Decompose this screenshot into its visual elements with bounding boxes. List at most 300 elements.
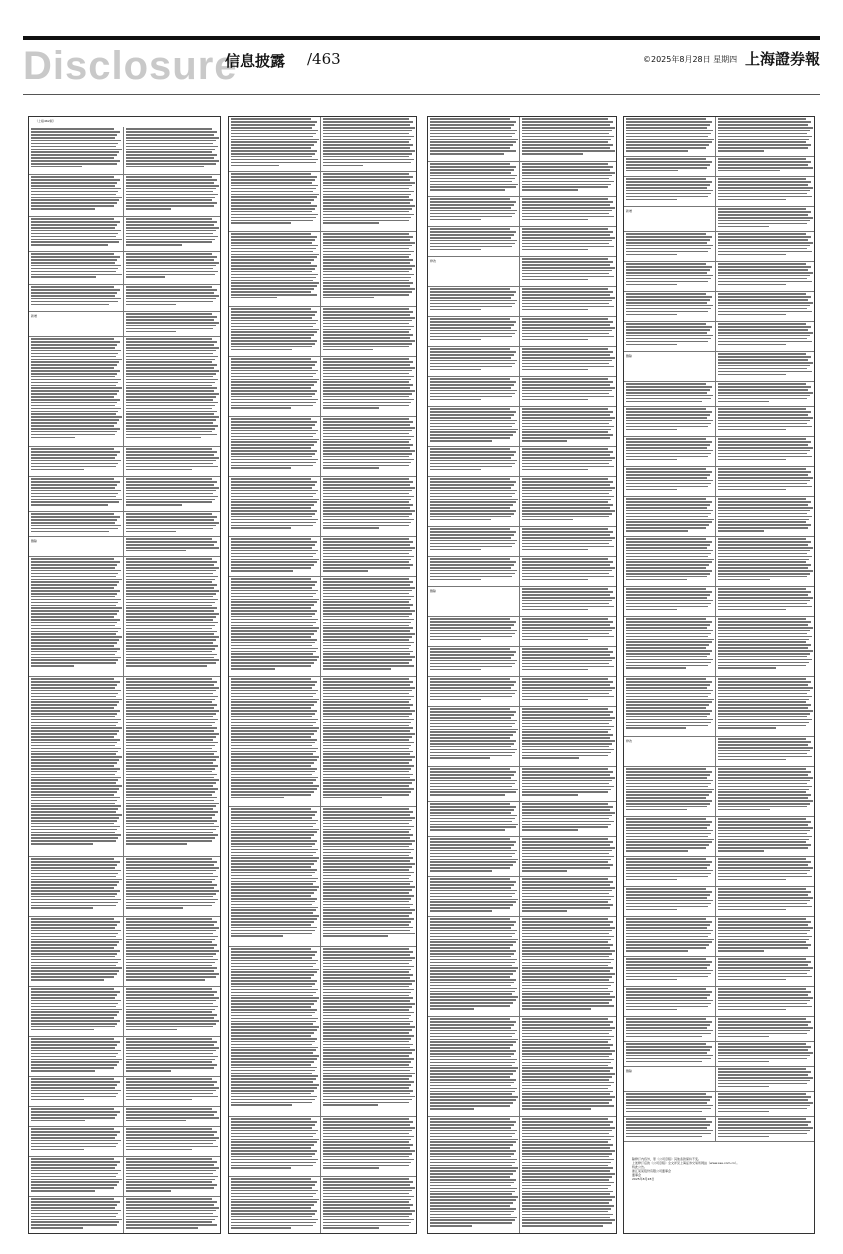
table-row <box>29 917 220 987</box>
text-line <box>323 133 409 135</box>
text-line <box>323 989 414 991</box>
table-row <box>624 232 814 262</box>
text-line <box>430 153 504 155</box>
revised-clause-cell <box>520 767 616 801</box>
text-line <box>718 609 786 611</box>
text-line <box>323 277 411 279</box>
text-line <box>126 376 213 378</box>
text-line <box>323 1196 414 1198</box>
text-line <box>430 757 490 759</box>
text-line <box>323 995 409 997</box>
text-line <box>522 1139 611 1141</box>
text-line <box>323 837 410 839</box>
text-line <box>31 367 114 369</box>
text-line <box>718 242 813 244</box>
text-line <box>323 487 415 489</box>
original-clause-cell <box>229 417 321 476</box>
text-line <box>430 1188 517 1190</box>
text-line <box>430 777 511 779</box>
text-line <box>626 1108 711 1110</box>
text-line <box>231 668 275 670</box>
header-rule <box>23 94 820 95</box>
text-line <box>522 746 609 748</box>
text-line <box>430 243 515 245</box>
text-line <box>126 1140 216 1142</box>
text-line <box>323 165 363 167</box>
text-line <box>31 834 121 836</box>
text-line <box>31 884 117 886</box>
text-line <box>31 224 117 226</box>
text-line <box>522 258 608 260</box>
text-line <box>718 178 806 180</box>
text-line <box>430 944 513 946</box>
text-line <box>626 606 708 608</box>
text-line <box>231 147 311 149</box>
text-line <box>323 173 409 175</box>
text-line <box>31 602 118 604</box>
text-line <box>231 1026 319 1028</box>
text-line <box>626 809 687 811</box>
text-line <box>626 633 711 635</box>
text-line <box>231 329 319 331</box>
text-line <box>430 306 512 308</box>
text-line <box>430 1105 510 1107</box>
text-line <box>126 991 217 993</box>
text-line <box>323 544 410 546</box>
original-clause-cell <box>428 347 520 376</box>
text-line <box>718 713 810 715</box>
original-clause-cell <box>428 707 520 766</box>
text-line <box>31 157 114 159</box>
text-line <box>31 648 120 650</box>
text-line <box>718 701 806 703</box>
text-line <box>430 516 511 518</box>
text-line <box>430 1202 513 1204</box>
text-line <box>231 831 317 833</box>
text-line <box>126 579 215 581</box>
text-line <box>430 1136 512 1138</box>
text-line <box>31 939 122 941</box>
text-line <box>626 530 688 532</box>
text-line <box>323 659 412 661</box>
text-line <box>31 576 116 578</box>
text-line <box>31 636 122 638</box>
text-line <box>231 199 314 201</box>
text-line <box>31 1084 117 1086</box>
text-line <box>522 1156 609 1158</box>
text-line <box>126 956 213 958</box>
text-line <box>323 179 410 181</box>
original-clause-cell <box>428 802 520 836</box>
text-line <box>126 274 215 276</box>
text-line <box>231 846 312 848</box>
text-line <box>31 965 116 967</box>
text-line <box>430 630 517 632</box>
text-line <box>31 805 121 807</box>
text-line <box>231 390 317 392</box>
text-line <box>323 753 410 755</box>
original-clause-cell <box>29 557 124 676</box>
text-line <box>718 768 806 770</box>
text-line <box>31 654 115 656</box>
text-line <box>231 1181 317 1183</box>
table-row <box>229 947 416 1117</box>
text-line <box>718 239 808 241</box>
revised-clause-cell <box>716 207 814 231</box>
text-line <box>231 866 311 868</box>
text-line <box>31 194 116 196</box>
text-line <box>231 251 313 253</box>
text-line <box>430 907 510 909</box>
text-line <box>626 656 707 658</box>
text-line <box>231 127 312 129</box>
text-line <box>126 140 216 142</box>
text-line <box>231 930 315 932</box>
text-line <box>626 909 677 911</box>
text-line <box>626 392 707 394</box>
text-line <box>718 556 812 558</box>
text-line <box>126 1006 218 1008</box>
text-line <box>31 994 117 996</box>
text-line <box>126 864 214 866</box>
top-bar <box>23 36 820 40</box>
text-line <box>430 1167 518 1169</box>
text-line <box>522 933 609 935</box>
original-clause-cell <box>624 677 716 736</box>
text-line <box>430 448 510 450</box>
text-line <box>126 684 214 686</box>
text-line <box>323 699 411 701</box>
original-clause-cell <box>624 957 716 986</box>
text-line <box>323 1023 410 1025</box>
text-line <box>626 281 708 283</box>
text-line <box>522 240 612 242</box>
text-line <box>31 274 122 276</box>
text-line <box>126 1111 217 1113</box>
text-line <box>323 665 414 667</box>
text-line <box>718 371 812 373</box>
text-line <box>718 791 806 793</box>
text-line <box>126 962 215 964</box>
text-line <box>231 346 312 348</box>
text-line <box>626 504 710 506</box>
text-line <box>430 354 514 356</box>
original-clause-cell <box>29 337 124 446</box>
text-line <box>430 288 510 290</box>
text-line <box>323 889 412 891</box>
text-line <box>718 650 813 652</box>
text-line <box>718 930 810 932</box>
text-line <box>126 484 214 486</box>
text-line <box>626 783 711 785</box>
text-line <box>430 1156 511 1158</box>
text-line <box>126 570 216 572</box>
text-line <box>126 739 213 741</box>
text-line <box>126 979 205 981</box>
text-line <box>430 991 515 993</box>
text-line <box>126 1053 213 1055</box>
text-line <box>231 124 315 126</box>
text-line <box>626 498 706 500</box>
text-line <box>323 421 413 423</box>
text-line <box>430 408 510 410</box>
text-line <box>626 636 708 638</box>
text-line <box>126 224 214 226</box>
original-clause-cell <box>428 917 520 1016</box>
text-line <box>626 296 712 298</box>
text-line <box>126 1198 212 1200</box>
text-line <box>126 1084 214 1086</box>
text-line <box>626 1055 713 1057</box>
text-line <box>430 1076 510 1078</box>
text-line <box>522 144 613 146</box>
text-line <box>430 499 518 501</box>
text-line <box>430 570 517 572</box>
text-line <box>126 829 216 831</box>
text-line <box>323 519 414 521</box>
text-line <box>522 573 609 575</box>
table-row <box>624 887 814 917</box>
text-line <box>522 693 609 695</box>
text-line <box>718 858 806 860</box>
text-line <box>323 1144 413 1146</box>
text-line <box>718 844 811 846</box>
revised-clause-cell <box>321 1177 416 1234</box>
text-line <box>626 248 711 250</box>
text-line <box>430 818 515 820</box>
text-line <box>626 1043 706 1045</box>
text-line <box>323 883 410 885</box>
text-line <box>126 463 213 465</box>
text-line <box>522 962 611 964</box>
text-line <box>323 220 409 222</box>
text-line <box>126 704 217 706</box>
text-line <box>231 191 313 193</box>
text-line <box>323 390 415 392</box>
text-line <box>522 1091 613 1093</box>
text-line <box>231 843 315 845</box>
text-line <box>323 233 409 235</box>
text-line <box>323 739 409 741</box>
text-line <box>31 973 117 975</box>
text-line <box>323 379 411 381</box>
text-line <box>231 645 312 647</box>
text-line <box>231 501 317 503</box>
original-clause-cell <box>428 447 520 476</box>
text-line <box>126 1201 217 1203</box>
text-line <box>430 841 516 843</box>
text-line <box>718 633 807 635</box>
text-line <box>522 829 578 831</box>
text-line <box>718 894 808 896</box>
text-line <box>323 1162 411 1164</box>
text-line <box>231 118 311 120</box>
text-line <box>522 956 609 958</box>
table-row <box>624 157 814 177</box>
text-line <box>31 344 117 346</box>
text-line <box>718 365 810 367</box>
text-line <box>31 605 116 607</box>
text-line <box>31 832 115 834</box>
revised-clause-cell <box>520 617 616 646</box>
text-line <box>718 656 807 658</box>
text-line <box>231 245 318 247</box>
text-line <box>31 947 114 949</box>
text-line <box>323 1141 409 1143</box>
text-line <box>323 1021 413 1023</box>
text-line <box>718 777 813 779</box>
text-line <box>626 510 713 512</box>
text-line <box>718 441 811 443</box>
text-line <box>231 291 311 293</box>
text-line <box>231 872 315 874</box>
text-line <box>231 393 315 395</box>
text-line <box>522 1030 612 1032</box>
text-line <box>718 591 811 593</box>
text-line <box>323 788 414 790</box>
text-line <box>522 696 614 698</box>
text-line <box>126 469 192 471</box>
text-line <box>31 128 114 130</box>
text-line <box>126 1000 216 1002</box>
text-line <box>626 389 710 391</box>
text-line <box>31 736 114 738</box>
revised-clause-cell <box>520 162 616 196</box>
text-line <box>626 444 710 446</box>
text-line <box>626 684 710 686</box>
text-line <box>718 809 770 811</box>
revised-clause-cell <box>716 292 814 321</box>
text-line <box>126 1173 213 1175</box>
original-clause-cell <box>428 677 520 706</box>
text-line <box>31 797 120 799</box>
text-line <box>718 305 810 307</box>
text-line <box>522 288 608 290</box>
text-line <box>626 727 686 729</box>
text-line <box>522 1027 615 1029</box>
text-line <box>31 820 117 822</box>
text-line <box>522 985 611 987</box>
text-line <box>522 815 612 817</box>
text-line <box>126 596 213 598</box>
text-line <box>718 474 808 476</box>
text-line <box>718 909 786 911</box>
text-line <box>231 687 312 689</box>
table-row <box>229 1177 416 1234</box>
text-line <box>323 1216 409 1218</box>
text-line <box>718 510 810 512</box>
text-line <box>31 359 122 361</box>
text-line <box>323 465 409 467</box>
cell-label: 新增 <box>31 314 38 318</box>
text-line <box>231 150 317 152</box>
text-line <box>231 370 318 372</box>
text-line <box>522 630 612 632</box>
text-line <box>626 477 707 479</box>
text-line <box>31 933 118 935</box>
text-line <box>522 717 615 719</box>
text-line <box>231 1047 318 1049</box>
text-line <box>718 933 807 935</box>
text-line <box>126 622 218 624</box>
text-line <box>231 1081 313 1083</box>
text-line <box>323 1104 378 1106</box>
text-line <box>718 774 808 776</box>
text-line <box>231 196 317 198</box>
text-line <box>126 1003 213 1005</box>
text-line <box>31 561 120 563</box>
text-line <box>718 233 806 235</box>
text-line <box>323 639 409 641</box>
text-line <box>626 323 706 325</box>
text-line <box>126 959 218 961</box>
text-line <box>430 853 515 855</box>
text-line <box>522 1082 614 1084</box>
text-line <box>430 1033 515 1035</box>
text-line <box>522 309 588 311</box>
original-clause-cell <box>428 557 520 586</box>
text-line <box>522 1222 612 1224</box>
text-line <box>626 716 707 718</box>
text-line <box>126 437 201 439</box>
text-line <box>522 618 608 620</box>
revised-clause-cell <box>520 197 616 226</box>
text-line <box>626 233 706 235</box>
text-line <box>323 527 379 529</box>
text-line <box>126 584 217 586</box>
table-row <box>428 617 616 647</box>
text-line <box>522 300 612 302</box>
text-line <box>718 353 806 355</box>
text-line <box>231 1167 291 1169</box>
text-line <box>323 510 415 512</box>
text-line <box>522 711 613 713</box>
text-line <box>323 843 412 845</box>
text-line <box>231 898 317 900</box>
text-line <box>231 774 312 776</box>
text-line <box>430 996 518 998</box>
text-line <box>31 1081 120 1083</box>
text-line <box>323 496 414 498</box>
text-line <box>430 720 517 722</box>
text-line <box>31 596 115 598</box>
text-line <box>323 159 414 161</box>
text-line <box>522 294 610 296</box>
text-line <box>231 933 312 935</box>
text-line <box>522 348 608 350</box>
text-line <box>323 1210 415 1212</box>
text-line <box>626 170 678 172</box>
text-line <box>31 581 119 583</box>
text-line <box>718 220 810 222</box>
text-line <box>231 777 318 779</box>
text-line <box>626 489 677 491</box>
text-line <box>430 484 514 486</box>
text-line <box>626 621 712 623</box>
text-line <box>231 376 313 378</box>
text-line <box>522 1021 613 1023</box>
text-line <box>522 663 609 665</box>
text-line <box>231 433 316 435</box>
text-line <box>323 616 409 618</box>
text-line <box>626 994 710 996</box>
text-line <box>626 794 709 796</box>
text-line <box>323 811 413 813</box>
text-line <box>31 944 117 946</box>
text-line <box>522 130 612 132</box>
text-line <box>430 660 517 662</box>
text-line <box>718 1093 806 1095</box>
